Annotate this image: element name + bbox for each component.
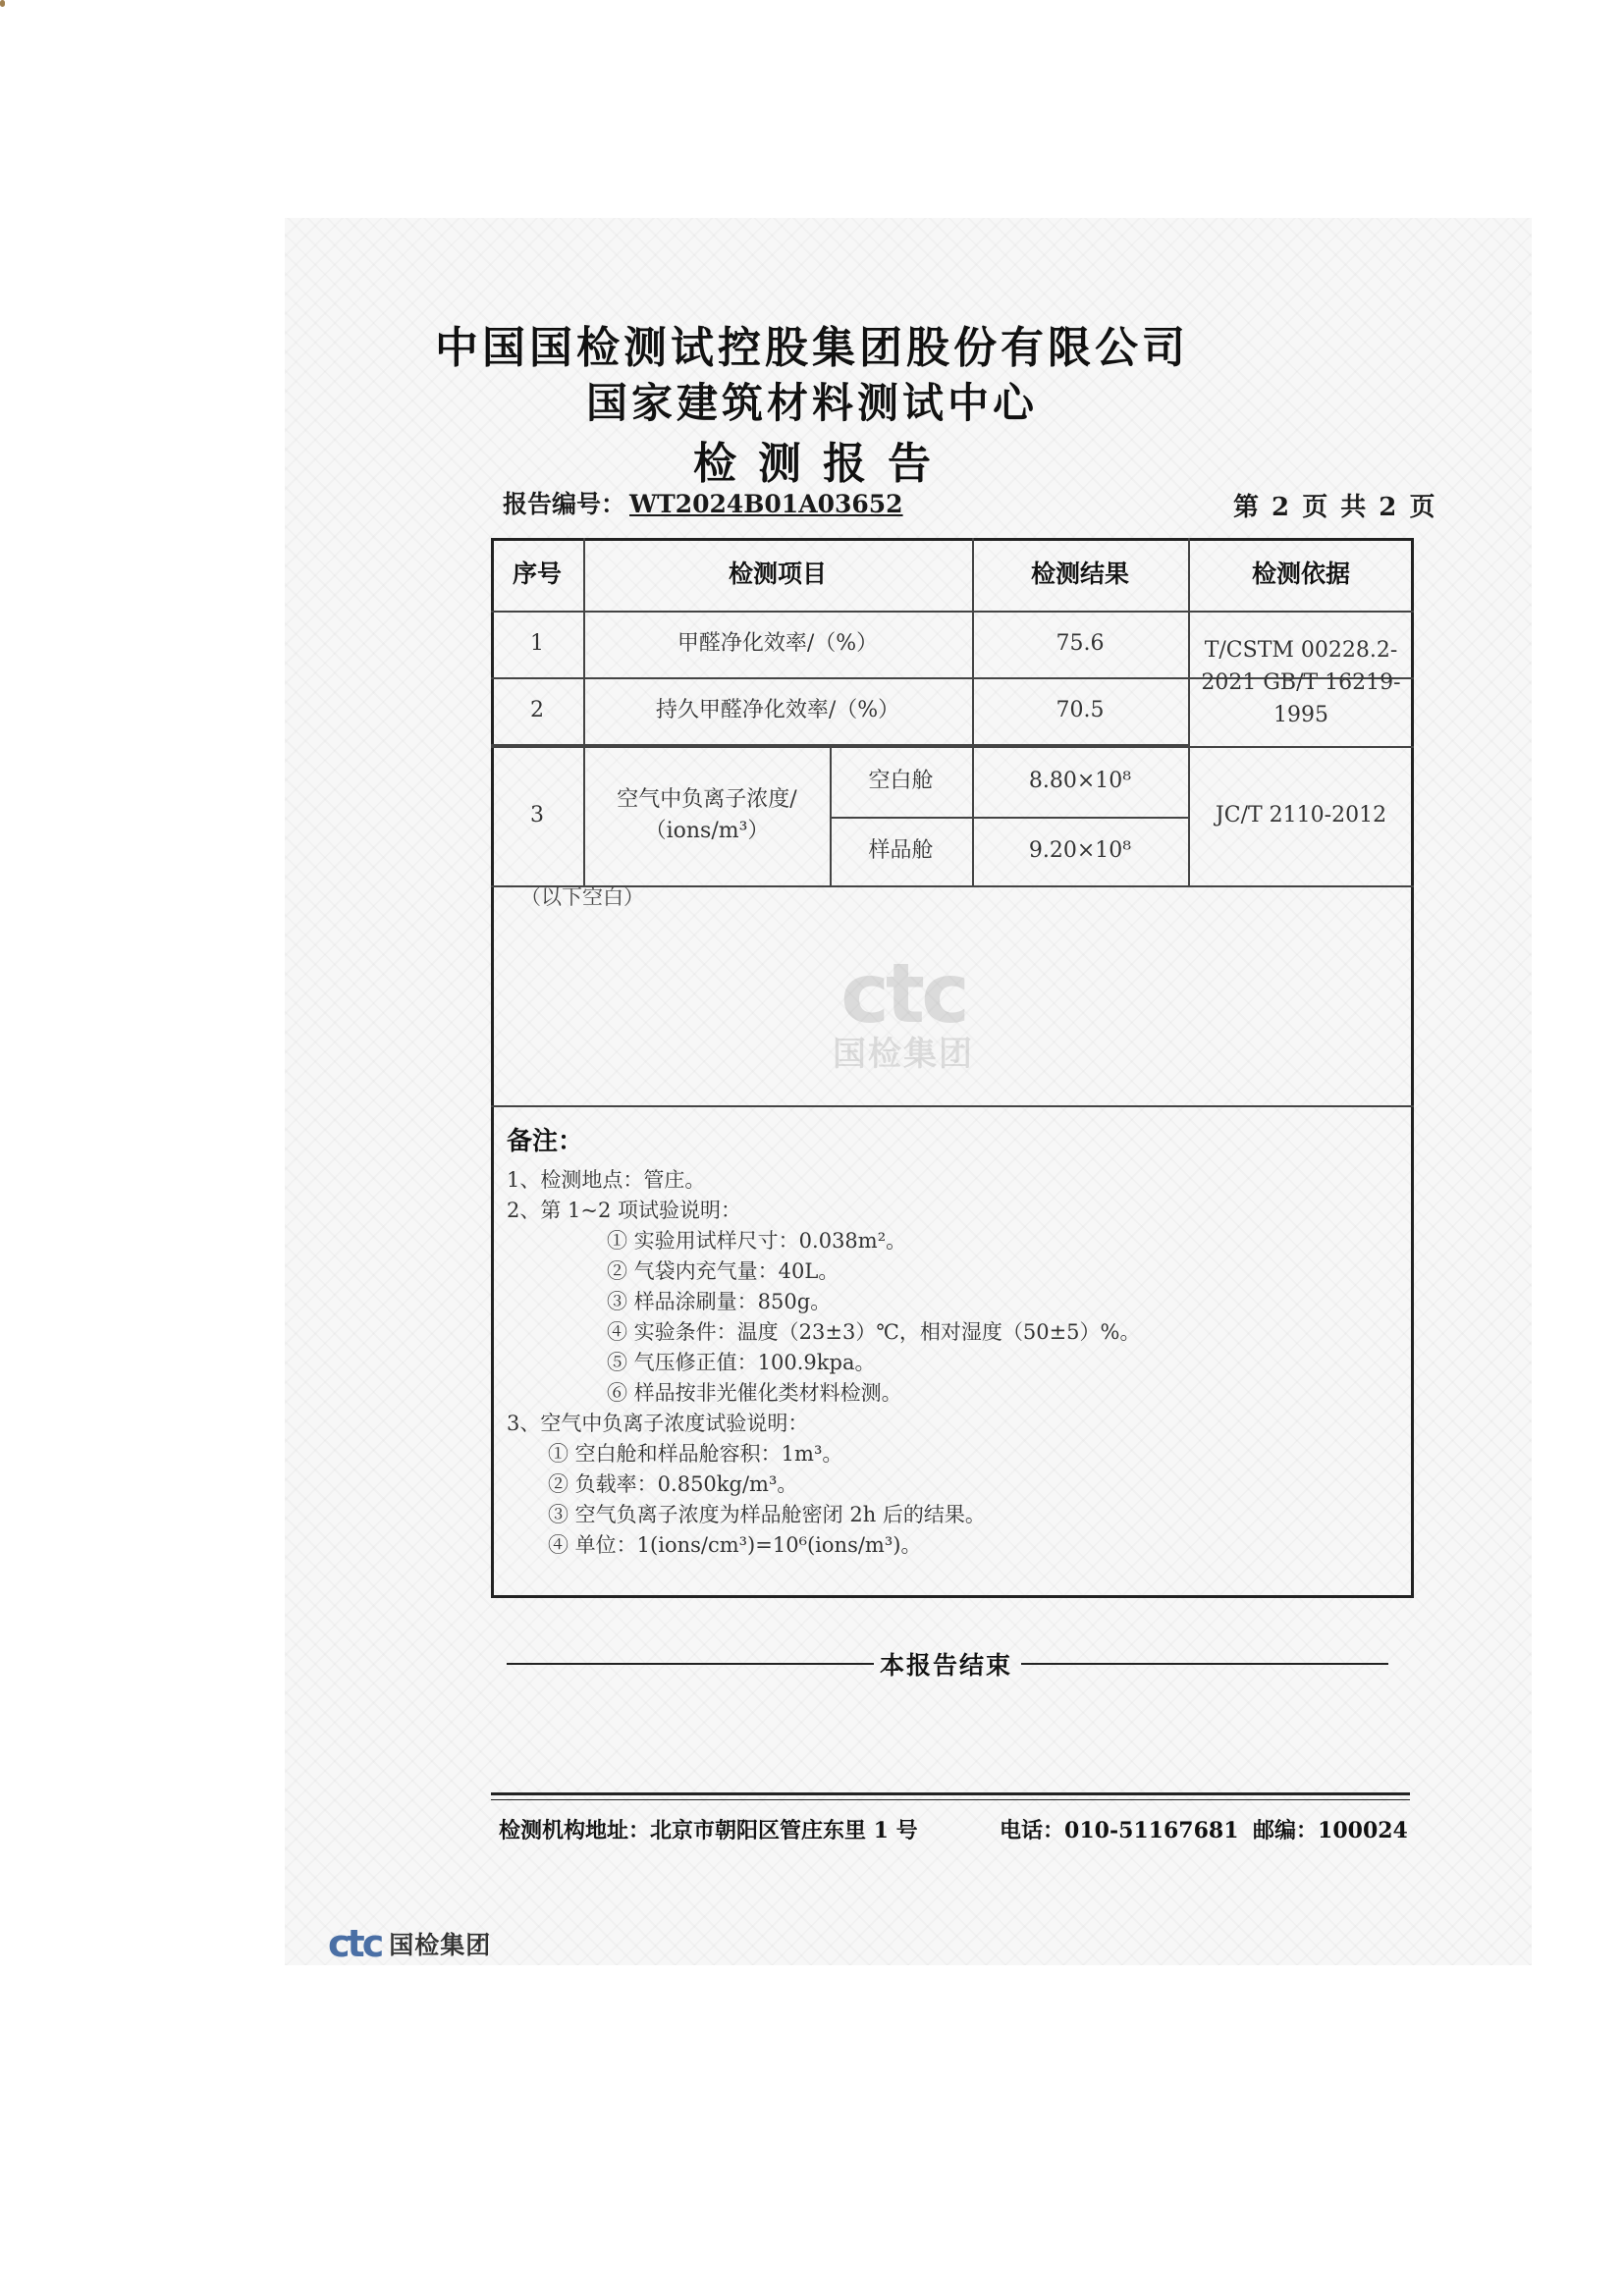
remark-line: 2、第 1~2 项试验说明：: [507, 1199, 742, 1222]
watermark-group: 国检集团: [833, 1035, 974, 1074]
footer-address-label: 检测机构地址：: [499, 1818, 651, 1843]
header-result: 检测结果: [1030, 560, 1129, 588]
remark-line: 1、检测地点：管庄。: [507, 1168, 706, 1192]
header-item: 检测项目: [728, 560, 827, 588]
row3-no: 3: [530, 803, 544, 828]
remark-line: ② 负载率：0.850kg/m³。: [548, 1472, 798, 1496]
watermark-logo: [805, 945, 1001, 1074]
table-rule: [491, 1105, 1414, 1107]
row3-sub1-name: 空白舱: [868, 769, 934, 793]
row3-item: 空气中负离子浓度/（ions/m³）: [617, 787, 797, 843]
row2-result: 70.5: [1056, 698, 1105, 722]
page-info: 第 2 页 共 2 页: [1233, 493, 1437, 522]
report-end-text: 本报告结束: [880, 1651, 1013, 1680]
footer-rule: [491, 1792, 1410, 1795]
remark-line: ④ 单位：1(ions/cm³)=10⁶(ions/m³)。: [548, 1533, 922, 1557]
footer-phone-label: 电话：: [1000, 1818, 1065, 1843]
row2-no: 2: [530, 698, 544, 722]
remark-line: ③ 空气负离子浓度为样品舱密闭 2h 后的结果。: [548, 1503, 986, 1526]
footer-rule: [491, 1799, 1410, 1800]
remark-line: 3、空气中负离子浓度试验说明：: [507, 1412, 809, 1435]
footer-phone-value: 010-51167681: [1064, 1818, 1239, 1843]
report-number: [503, 485, 903, 520]
document-title: 检测报告: [693, 439, 952, 489]
footer-zip-label: 邮编：: [1253, 1818, 1319, 1843]
remark-line: ① 实验用试样尺寸：0.038m²。: [607, 1229, 907, 1253]
remark-line: ② 气袋内充气量：40L。: [607, 1259, 839, 1283]
end-rule-right: [1021, 1663, 1388, 1665]
rows1-2-basis: T/CSTM 00228.2-2021 GB/T 16219-1995: [1201, 637, 1401, 727]
end-rule-left: [507, 1663, 874, 1665]
logo-group-name: 国检集团: [389, 1931, 492, 1959]
center-name: 国家建筑材料测试中心: [585, 379, 1038, 427]
row1-item: 甲醛净化效率/（%）: [677, 631, 879, 656]
row3-sub2-name: 样品舱: [868, 838, 934, 863]
remarks-title: 备注：: [507, 1127, 584, 1156]
row3-basis: JC/T 2110-2012: [1215, 803, 1387, 828]
blank-below-note: （以下空白）: [520, 885, 644, 909]
remark-line: ④ 实验条件：温度（23±3）℃，相对湿度（50±5）%。: [607, 1320, 1141, 1344]
row3-sub1-result: 8.80×10⁸: [1028, 769, 1132, 793]
header-no: 序号: [512, 560, 562, 588]
company-name: 中国国检测试控股集团股份有限公司: [435, 323, 1189, 373]
ctc-logo: [328, 1922, 491, 1965]
row1-result: 75.6: [1056, 631, 1105, 656]
remark-line: ⑤ 气压修正值：100.9kpa。: [607, 1351, 876, 1374]
logo-mark: ctc: [328, 1922, 382, 1965]
report-number-label: 报告编号：: [503, 490, 626, 518]
footer-address-value: 北京市朝阳区管庄东里 1 号: [650, 1818, 918, 1843]
remark-line: ⑥ 样品按非光催化类材料检测。: [607, 1381, 902, 1405]
footer-address: [499, 1814, 918, 1844]
footer-zip-value: 100024: [1318, 1818, 1408, 1843]
report-number-value: WT2024B01A03652: [629, 490, 903, 518]
row2-item: 持久甲醛净化效率/（%）: [655, 698, 900, 722]
footer-zip: [1253, 1814, 1408, 1844]
footer-phone: [1000, 1814, 1239, 1844]
row3-sub2-result: 9.20×10⁸: [1028, 838, 1132, 863]
watermark-mark: ctc: [840, 945, 966, 1041]
header-basis: 检测依据: [1251, 560, 1350, 588]
remark-line: ③ 样品涂刷量：850g。: [607, 1290, 832, 1313]
remark-line: ① 空白舱和样品舱容积：1m³。: [548, 1442, 843, 1466]
scan-speck: [0, 0, 5, 7]
row1-no: 1: [530, 631, 544, 656]
